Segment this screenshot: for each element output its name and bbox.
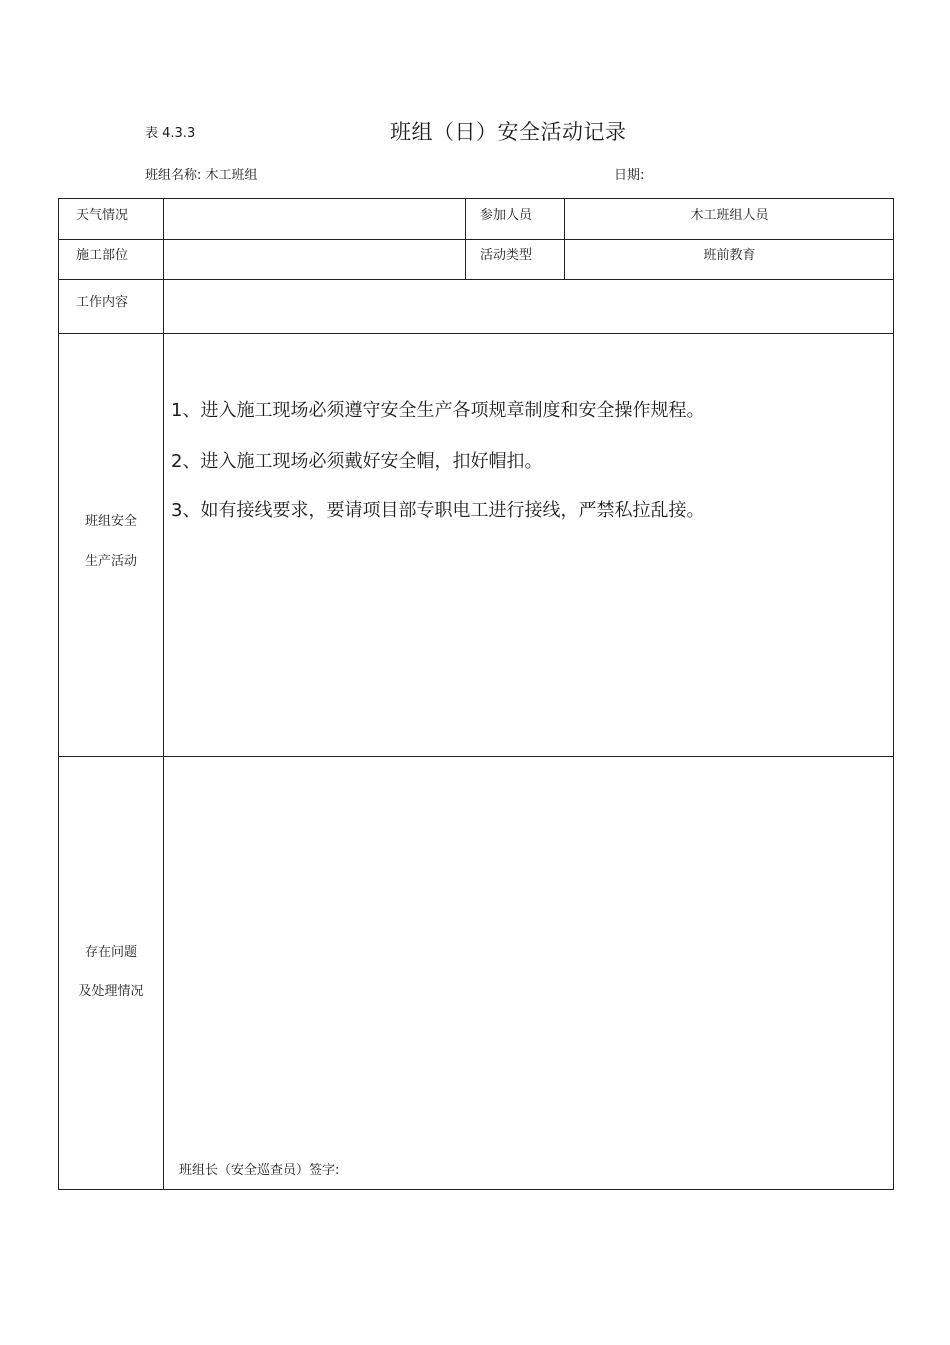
issues-label-line1: 存在问题 — [84, 945, 137, 960]
safety-activity-label-line2: 生产活动 — [84, 554, 137, 569]
safety-activity-label-line1: 班组安全 — [84, 514, 137, 529]
row-divider — [59, 333, 893, 334]
row-divider — [59, 756, 893, 757]
location-label: 施工部位 — [76, 248, 129, 263]
safety-activity-form — [58, 198, 894, 1190]
safety-item: 2、进入施工现场必须戴好安全帽，扣好帽扣。 — [171, 451, 543, 472]
date-label: 日期: — [614, 168, 645, 183]
column-divider — [465, 199, 466, 279]
activity-type-label: 活动类型 — [480, 248, 533, 263]
participants-label: 参加人员 — [480, 208, 533, 223]
table-number: 表 4.3.3 — [145, 126, 196, 141]
weather-label: 天气情况 — [76, 208, 129, 223]
row-divider — [59, 239, 893, 240]
row-divider — [59, 279, 893, 280]
team-leader-signature-label: 班组长（安全巡查员）签字: — [179, 1163, 340, 1178]
activity-type-field[interactable]: 班前教育 — [703, 248, 756, 263]
column-divider — [163, 199, 164, 1190]
team-name-label: 班组名称: 木工班组 — [145, 168, 258, 183]
work-content-label: 工作内容 — [76, 295, 129, 310]
safety-item: 3、如有接线要求，要请项目部专职电工进行接线，严禁私拉乱接。 — [171, 500, 705, 521]
issues-label-line2: 及处理情况 — [78, 984, 144, 999]
page-title: 班组（日）安全活动记录 — [390, 120, 627, 144]
safety-item: 1、进入施工现场必须遵守安全生产各项规章制度和安全操作规程。 — [171, 400, 705, 421]
participants-field[interactable]: 木工班组人员 — [690, 208, 769, 223]
